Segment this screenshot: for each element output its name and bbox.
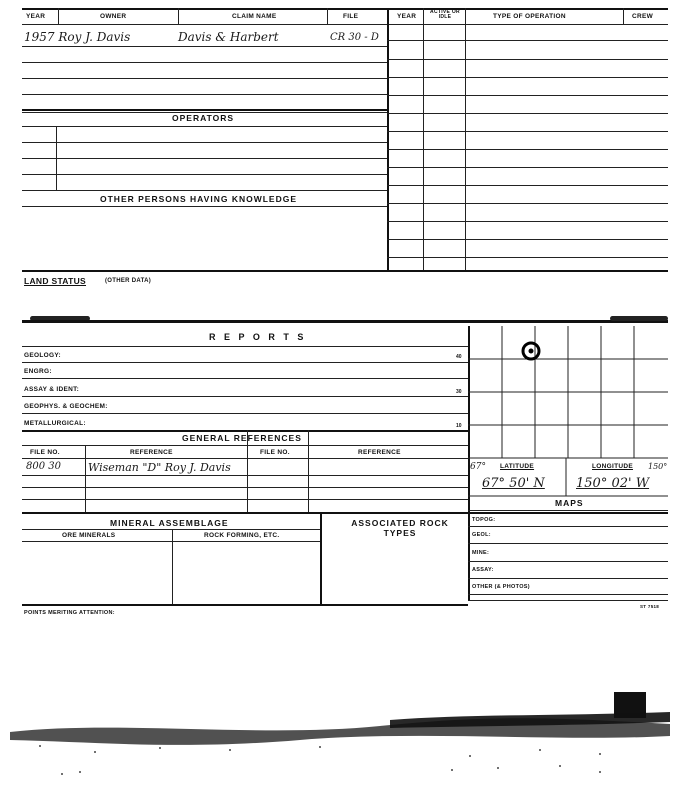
reports-engrg: ENGRG: (24, 368, 52, 375)
points-meriting-attention: POINTS MERITING ATTENTION: (24, 610, 115, 616)
reports-geophys: GEOPHYS. & GEOCHEM: (24, 403, 108, 410)
claim-owner-entry: 1957 Roy J. Davis (24, 30, 131, 44)
gr-header-file-no: FILE NO. (30, 449, 60, 456)
longitude-label: LONGITUDE (592, 463, 633, 470)
latitude-label: LATITUDE (500, 463, 535, 470)
operators-heading: OPERATORS (172, 113, 235, 123)
reports-assay-num: 30 (456, 389, 462, 395)
header-crew: CREW (632, 13, 654, 20)
mineral-assemblage-heading: MINERAL ASSEMBLAGE (110, 518, 229, 528)
land-status-heading: LAND STATUS (24, 276, 87, 286)
maps-heading: MAPS (555, 498, 584, 508)
header-active-idle: ACTIVE OR IDLE (430, 9, 460, 20)
form-number: ST 7518 (640, 604, 660, 609)
gr-file-no-entry: 800 30 (26, 461, 61, 472)
reports-heading: R E P O R T S (209, 332, 307, 342)
header-year: YEAR (26, 13, 46, 20)
header-owner: OWNER (100, 13, 127, 20)
header-year-2: YEAR (397, 13, 417, 20)
latitude-value: 67° 50' N (482, 476, 545, 491)
ore-minerals-header: ORE MINERALS (62, 532, 116, 539)
location-marker-icon (520, 340, 542, 362)
header-file: FILE (343, 13, 359, 20)
longitude-value: 150° 02' W (576, 476, 650, 491)
reports-metallurgical-num: 10 (456, 423, 462, 429)
header-type-of-operation: TYPE OF OPERATION (493, 13, 566, 20)
land-status-note: (OTHER DATA) (105, 278, 152, 284)
associated-rock-types-heading: ASSOCIATED ROCK TYPES (351, 518, 449, 538)
reports-metallurgical: METALLURGICAL: (24, 420, 86, 427)
gr-header-reference: REFERENCE (130, 449, 173, 456)
reports-geology-num: 40 (456, 354, 462, 360)
scan-noise-strip (0, 690, 678, 804)
scan-smear-right (610, 316, 668, 321)
header-claim-name: CLAIM NAME (232, 13, 277, 20)
claim-file-entry: CR 30 - D (330, 32, 379, 43)
reports-assay: ASSAY & IDENT: (24, 386, 80, 393)
general-references-heading: GENERAL REFERENCES (182, 433, 302, 443)
map-other-photos: OTHER (& PHOTOS) (472, 584, 530, 590)
lat-degree-prefix: 67° (470, 462, 486, 472)
lon-degree-suffix: 150° (648, 462, 668, 471)
map-topog: TOPOG: (472, 517, 496, 523)
gr-header-reference-2: REFERENCE (358, 449, 401, 456)
other-persons-heading: OTHER PERSONS HAVING KNOWLEDGE (100, 194, 298, 204)
map-mine: MINE: (472, 550, 490, 556)
map-assay: ASSAY: (472, 567, 494, 573)
gr-header-file-no-2: FILE NO. (260, 449, 290, 456)
claim-name-entry: Davis & Harbert (178, 30, 279, 44)
rock-forming-header: ROCK FORMING, ETC. (204, 532, 280, 539)
map-geol: GEOL: (472, 532, 491, 538)
reports-geology: GEOLOGY: (24, 352, 61, 359)
gr-reference-entry: Wiseman "D" Roy J. Davis (88, 461, 231, 474)
